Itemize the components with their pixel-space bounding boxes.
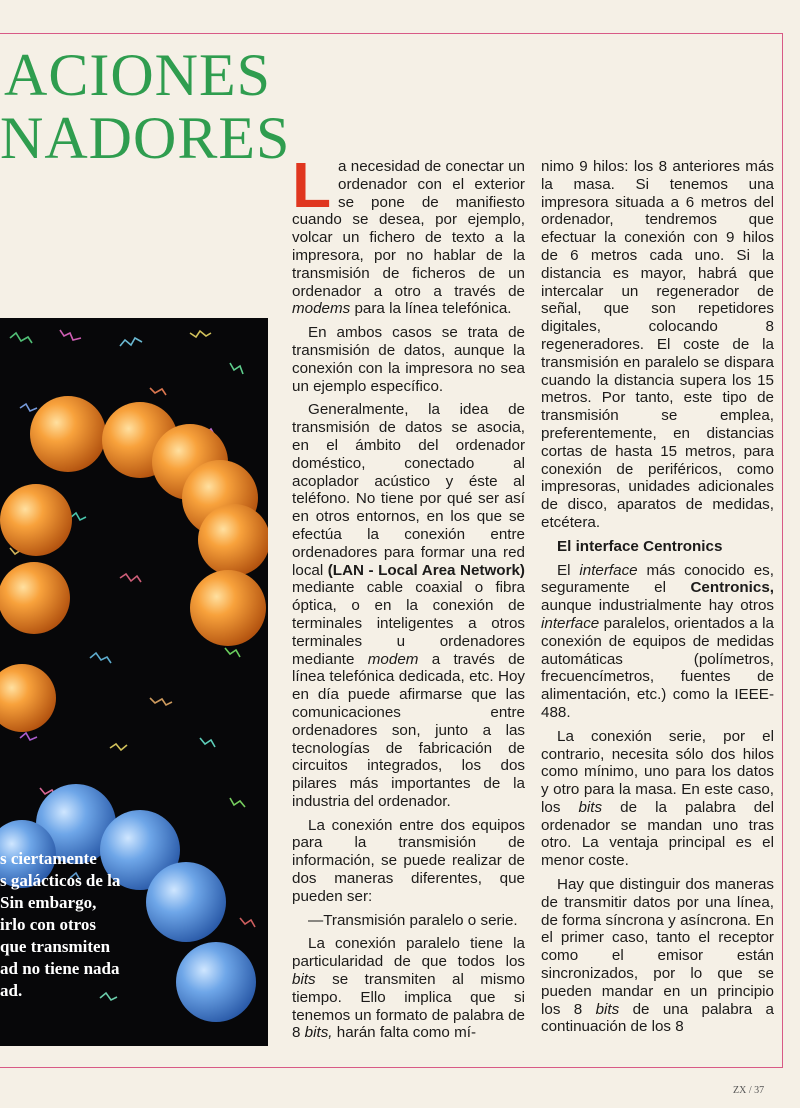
image-caption: s ciertamente s galácticos de la Sin embargo, irlo con otros que transmiten ad no tiene nada ad. xyxy=(0,849,121,1000)
paragraph: La conexión serie, por el contrario, necesita sólo dos hilos como mínimo, uno para los datos y otro para la masa. En este caso, los bits de la palabra del ordenador se mandan uno tras otro. La ventaja principal es el menor coste. xyxy=(541,727,774,870)
paragraph: En ambos casos se trata de transmisión de datos, aunque la conexión con la impresora no sea un ejemplo específico. xyxy=(292,324,525,395)
paragraph: L a necesidad de conectar un ordenador con el exterior se pone de manifiesto cuando se desea, por ejemplo, volcar un fichero de texto a la impresora, por no hablar de la transmisión de ficheros de un ordenador a otro a través de modems para la línea telefónica. xyxy=(292,149,525,318)
page-border-bottom xyxy=(0,1067,783,1068)
page-number: ZX / 37 xyxy=(733,1085,765,1096)
orange-sphere xyxy=(0,562,70,634)
paragraph: nimo 9 hilos: los 8 anteriores más la masa. Si tenemos una impresora situada a 6 metros del ordenador, tendremos que efectuar la conexión con 9 hilos de 6 metros cada uno. Si la distancia es mayor, habrá que intercalar un regenerador de señal, que son repetidores digitales, colocando 8 regeneradores. El coste de la transmisión en paralelo se dispara cuando la distancia supera los 15 metros. Por tanto, este tipo de transmisión se emplea, preferentemente, en distancias cortas de hasta 15 metros, para conexión de periféricos, como impresoras, unidades adicionales de disco, aparatos de medidas, etcétera. xyxy=(541,158,774,531)
orange-sphere xyxy=(0,664,56,732)
page-border-top xyxy=(0,33,783,34)
orange-sphere xyxy=(30,396,106,472)
paragraph: La conexión paralelo tiene la particularidad de que todos los bits se transmiten al mismo tiempo. Ello implica que si tenemos un formato de palabra de 8 bits, harán falta como mí- xyxy=(292,935,525,1042)
orange-sphere xyxy=(0,484,72,556)
galaxy-spheres-illustration xyxy=(0,318,268,1046)
headline-line-1: ACIONES xyxy=(4,42,272,108)
orange-sphere xyxy=(190,570,266,646)
paragraph: Generalmente, la idea de transmisión de datos se asocia, en el ámbito del ordenador doméstico, conectado al acoplador acústico y éste al teléfono. No tiene por qué ser así en otros entornos, en los que se efectúa la conexión entre ordenadores para formar una red local (LAN - Local Area Network) mediante cable coaxial o fibra óptica, o en la conexión de terminales inteligentes a otros terminales u ordenadores mediante modem a través de línea telefónica dedicada, etc. Hoy en día puede afirmarse que las comunicaciones entre ordenadores son, junto a las tecnologías de fabricación de circuitos integrados, los dos pilares más importantes de la industria del ordenador. xyxy=(292,401,526,810)
paragraph: Hay que distinguir dos maneras de transmitir datos por una línea, de forma síncrona y asíncrona. En el primer caso, tanto el receptor como el emisor están sincronizados, por lo que se pueden mandar en un principio los 8 bits de una palabra a continuación de los 8 xyxy=(541,876,774,1036)
headline-line-2: NADORES xyxy=(0,105,291,171)
article-column-1 xyxy=(292,149,526,1048)
orange-sphere xyxy=(198,504,268,576)
section-heading: El interface Centronics xyxy=(557,537,723,555)
paragraph: El interface más conocido es, seguramente el Centronics, aunque industrialmente hay otros interface paralelos, orientados a la conexión de equipos de medidas automáticas (polímetros, frecuencímetros, fuentes de alimentación, etc.) como la IEEE-488. xyxy=(541,561,774,721)
article-column-2 xyxy=(541,158,774,1042)
paragraph: La conexión entre dos equipos para la transmisión de información, se puede realizar de dos maneras diferentes, que pueden ser: xyxy=(292,816,525,905)
page-border-right xyxy=(782,33,783,1068)
paragraph: —Transmisión paralelo o serie. xyxy=(308,911,518,929)
drop-cap: L xyxy=(292,149,332,221)
